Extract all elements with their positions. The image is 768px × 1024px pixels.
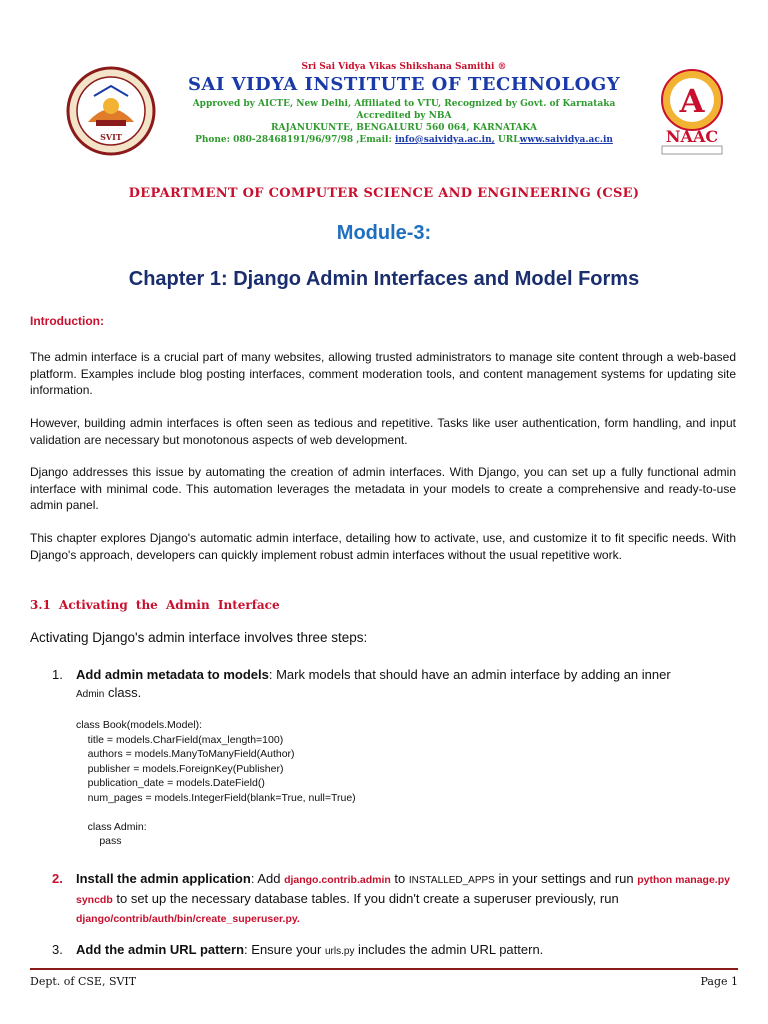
email-link[interactable]: info@saividya.ac.in, bbox=[394, 135, 495, 145]
institute-name: SAI VIDYA INSTITUTE OF TECHNOLOGY bbox=[187, 74, 621, 95]
approval-line: Approved by AICTE, New Delhi, Affiliated to VTU, Recognized by Govt. of Karnataka bbox=[192, 99, 616, 109]
footer-department: Dept. of CSE, SVIT bbox=[30, 975, 137, 988]
url-prefix: URL bbox=[494, 135, 520, 145]
chapter-title: Chapter 1: Django Admin Interfaces and Model Forms bbox=[128, 268, 640, 290]
step-text: class. bbox=[104, 685, 142, 700]
paragraph-2: However, building admin interfaces is often seen as tedious and repetitive. Tasks like user authentication, form handling, and input validation are necessary but monotonous aspects of web development. bbox=[30, 416, 736, 447]
footer-page-number: Page 1 bbox=[700, 975, 738, 988]
steps-lead: Activating Django's admin interface involves three steps: bbox=[30, 630, 368, 645]
step-number: 3. bbox=[52, 942, 63, 957]
step-2 bbox=[52, 870, 742, 928]
address-line: RAJANUKUNTE, BENGALURU 560 064, KARNATAKA bbox=[271, 123, 537, 133]
naac-grade: A bbox=[679, 82, 705, 120]
letterhead-text bbox=[160, 60, 648, 146]
svit-seal-logo-icon bbox=[66, 66, 156, 156]
step-number: 2. bbox=[52, 871, 63, 886]
website-link[interactable]: www.saividya.ac.in bbox=[519, 135, 613, 145]
step-text: in your settings and run bbox=[494, 871, 638, 886]
step-1 bbox=[52, 666, 742, 704]
paragraph-1: The admin interface is a crucial part of many websites, allowing trusted administrators to manage site content through a web-based platform. Examples include blog posting interfaces, comment moderation tools, and content management systems for updating site information. bbox=[30, 350, 736, 397]
step-number: 1. bbox=[52, 667, 63, 682]
section-heading: 3.1 Activating the Admin Interface bbox=[30, 598, 280, 612]
inline-code: django.contrib.admin bbox=[284, 874, 391, 886]
department-heading: DEPARTMENT OF COMPUTER SCIENCE AND ENGINEERING (CSE) bbox=[128, 186, 640, 201]
module-title: Module-3: bbox=[336, 222, 432, 244]
inline-code: INSTALLED_APPS bbox=[408, 875, 495, 886]
inline-code: Admin bbox=[76, 689, 105, 700]
paragraph-3: Django addresses this issue by automating the creation of admin interfaces. With Django, you can set up a fully functional admin interface with minimal code. This automation leverages the metadata in your models to create a comprehensive and ready-to-use admin panel. bbox=[30, 465, 736, 512]
step-text: to bbox=[390, 871, 409, 886]
naac-logo-icon bbox=[652, 66, 732, 158]
svit-logo-text: SVIT bbox=[100, 132, 122, 142]
letterhead bbox=[0, 60, 768, 160]
phone-text: Phone: 080-28468191/96/97/98 ,Email: bbox=[195, 135, 395, 145]
samithi-name: Sri Sai Vidya Vikas Shikshana Samithi ® bbox=[301, 62, 507, 72]
step-title: Install the admin application bbox=[76, 871, 251, 886]
step-text: includes the admin URL pattern. bbox=[354, 942, 544, 957]
inline-code: urls.py bbox=[324, 946, 355, 957]
code-block: class Book(models.Model): title = models.CharField(max_length=100) authors = models.ManyToManyField(Author) publisher = models.ForeignKey(Publisher) publication_date = models.DateField() num_pages = models.IntegerField(blank=True, null=True) class Admin: pass bbox=[76, 719, 356, 847]
step-text: : Add bbox=[250, 871, 285, 886]
inline-code: python manage.py syncdb bbox=[76, 874, 730, 906]
accreditation-line: Accredited by NBA bbox=[356, 111, 452, 121]
introduction-heading: Introduction: bbox=[30, 314, 104, 328]
paragraph-4: This chapter explores Django's automatic admin interface, detailing how to activate, use, and customize it to fit specific needs. With Django's approach, developers can quickly implement robust admin interfaces without the usual repetitive work. bbox=[30, 531, 736, 562]
step-text: to set up the necessary database tables. If you didn't create a superuser previously, run bbox=[112, 891, 619, 906]
step-3 bbox=[52, 941, 742, 961]
naac-label: NAAC bbox=[665, 127, 719, 146]
step-text: : Mark models that should have an admin interface by adding an inner bbox=[268, 667, 671, 682]
step-title: Add the admin URL pattern bbox=[76, 942, 245, 957]
inline-code: django/contrib/auth/bin/create_superuser.py. bbox=[76, 913, 300, 925]
footer-divider bbox=[30, 968, 738, 970]
step-title: Add admin metadata to models bbox=[76, 667, 269, 682]
step-text: : Ensure your bbox=[244, 942, 325, 957]
contact-line bbox=[160, 134, 648, 146]
